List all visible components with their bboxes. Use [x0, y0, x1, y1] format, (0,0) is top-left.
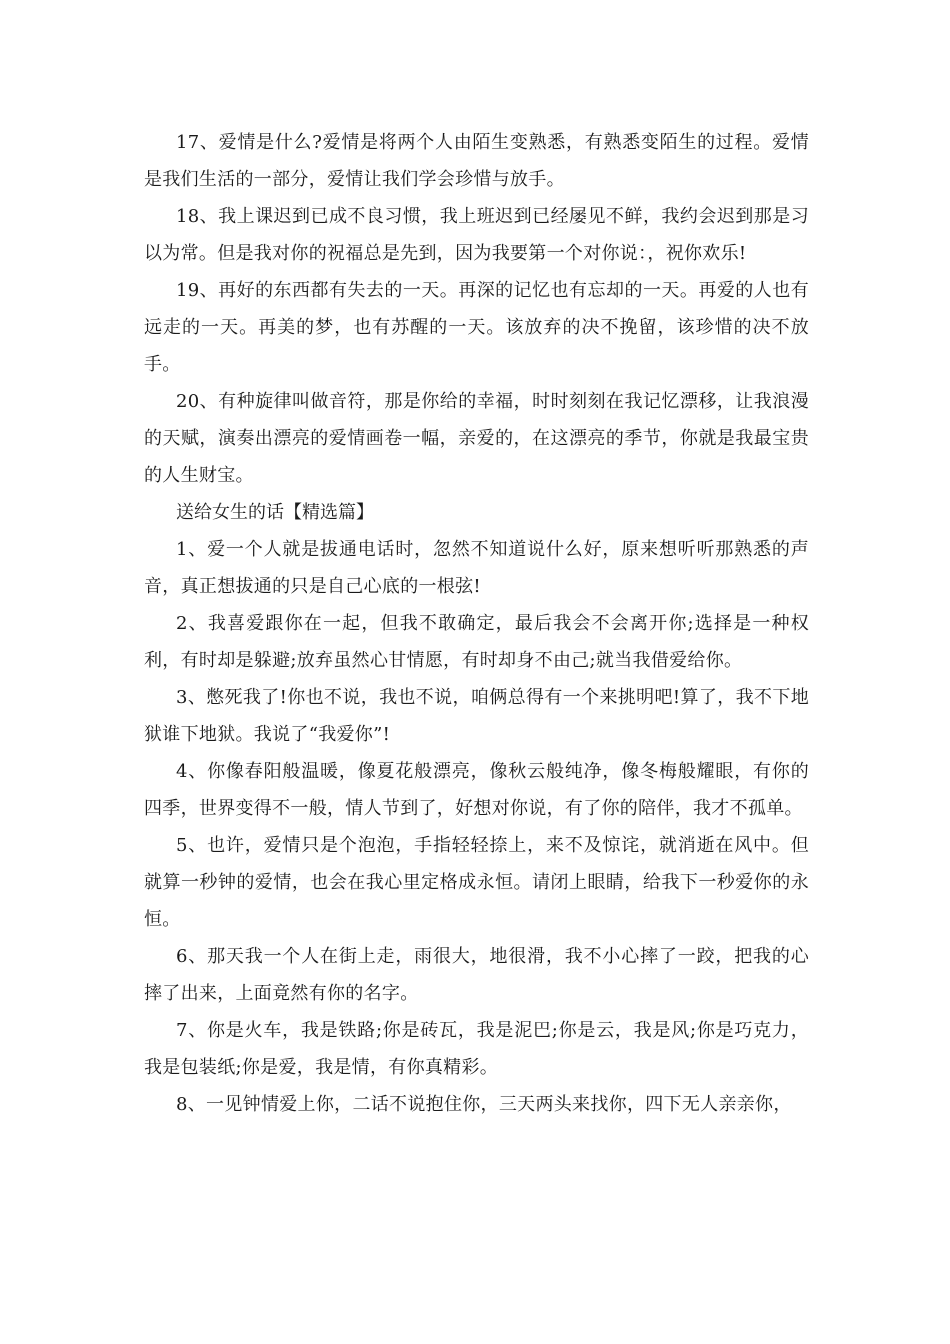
paragraph-6: 6、那天我一个人在街上走，雨很大，地很滑，我不小心摔了一跤，把我的心摔了出来，上面竟然有你的名字。	[144, 946, 809, 1004]
section-heading: 送给女生的话【精选篇】	[176, 502, 374, 523]
paragraph-19: 19、再好的东西都有失去的一天。再深的记忆也有忘却的一天。再爱的人也有远走的一天。再美的梦，也有苏醒的一天。该放弃的决不挽留，该珍惜的决不放手。	[144, 280, 809, 375]
paragraph-17: 17、爱情是什么?爱情是将两个人由陌生变熟悉，有熟悉变陌生的过程。爱情是我们生活的一部分，爱情让我们学会珍惜与放手。	[144, 132, 809, 190]
paragraph-1: 1、爱一个人就是拔通电话时，忽然不知道说什么好，原来想听听那熟悉的声音，真正想拔通的只是自己心底的一根弦!	[144, 539, 809, 597]
paragraph-8: 8、一见钟情爱上你，二话不说抱住你，三天两头来找你，四下无人亲亲你，	[176, 1094, 792, 1115]
paragraph-5: 5、也许，爱情只是个泡泡，手指轻轻捺上，来不及惊诧，就消逝在风中。但就算一秒钟的爱情，也会在我心里定格成永恒。请闭上眼睛，给我下一秒爱你的永恒。	[144, 835, 809, 930]
paragraph-2: 2、我喜爱跟你在一起，但我不敢确定，最后我会不会离开你;选择是一种权利，有时却是躲避;放弃虽然心甘情愿，有时却身不由己;就当我借爱给你。	[144, 613, 809, 671]
document-page	[144, 124, 809, 1123]
paragraph-18: 18、我上课迟到已成不良习惯，我上班迟到已经屡见不鲜，我约会迟到那是习以为常。但是我对你的祝福总是先到，因为我要第一个对你说：，祝你欢乐!	[144, 206, 809, 264]
paragraph-20: 20、有种旋律叫做音符，那是你给的幸福，时时刻刻在我记忆漂移，让我浪漫的天赋，演奏出漂亮的爱情画卷一幅，亲爱的，在这漂亮的季节，你就是我最宝贵的人生财宝。	[144, 391, 809, 486]
paragraph-4: 4、你像春阳般温暖，像夏花般漂亮，像秋云般纯净，像冬梅般耀眼，有你的四季，世界变得不一般，情人节到了，好想对你说，有了你的陪伴，我才不孤单。	[144, 761, 809, 819]
paragraph-3: 3、憋死我了!你也不说，我也不说，咱俩总得有一个来挑明吧!算了，我不下地狱谁下地狱。我说了“我爱你”!	[144, 687, 809, 745]
paragraph-7: 7、你是火车，我是铁路;你是砖瓦，我是泥巴;你是云，我是风;你是巧克力，我是包装纸;你是爱，我是情，有你真精彩。	[144, 1020, 809, 1078]
